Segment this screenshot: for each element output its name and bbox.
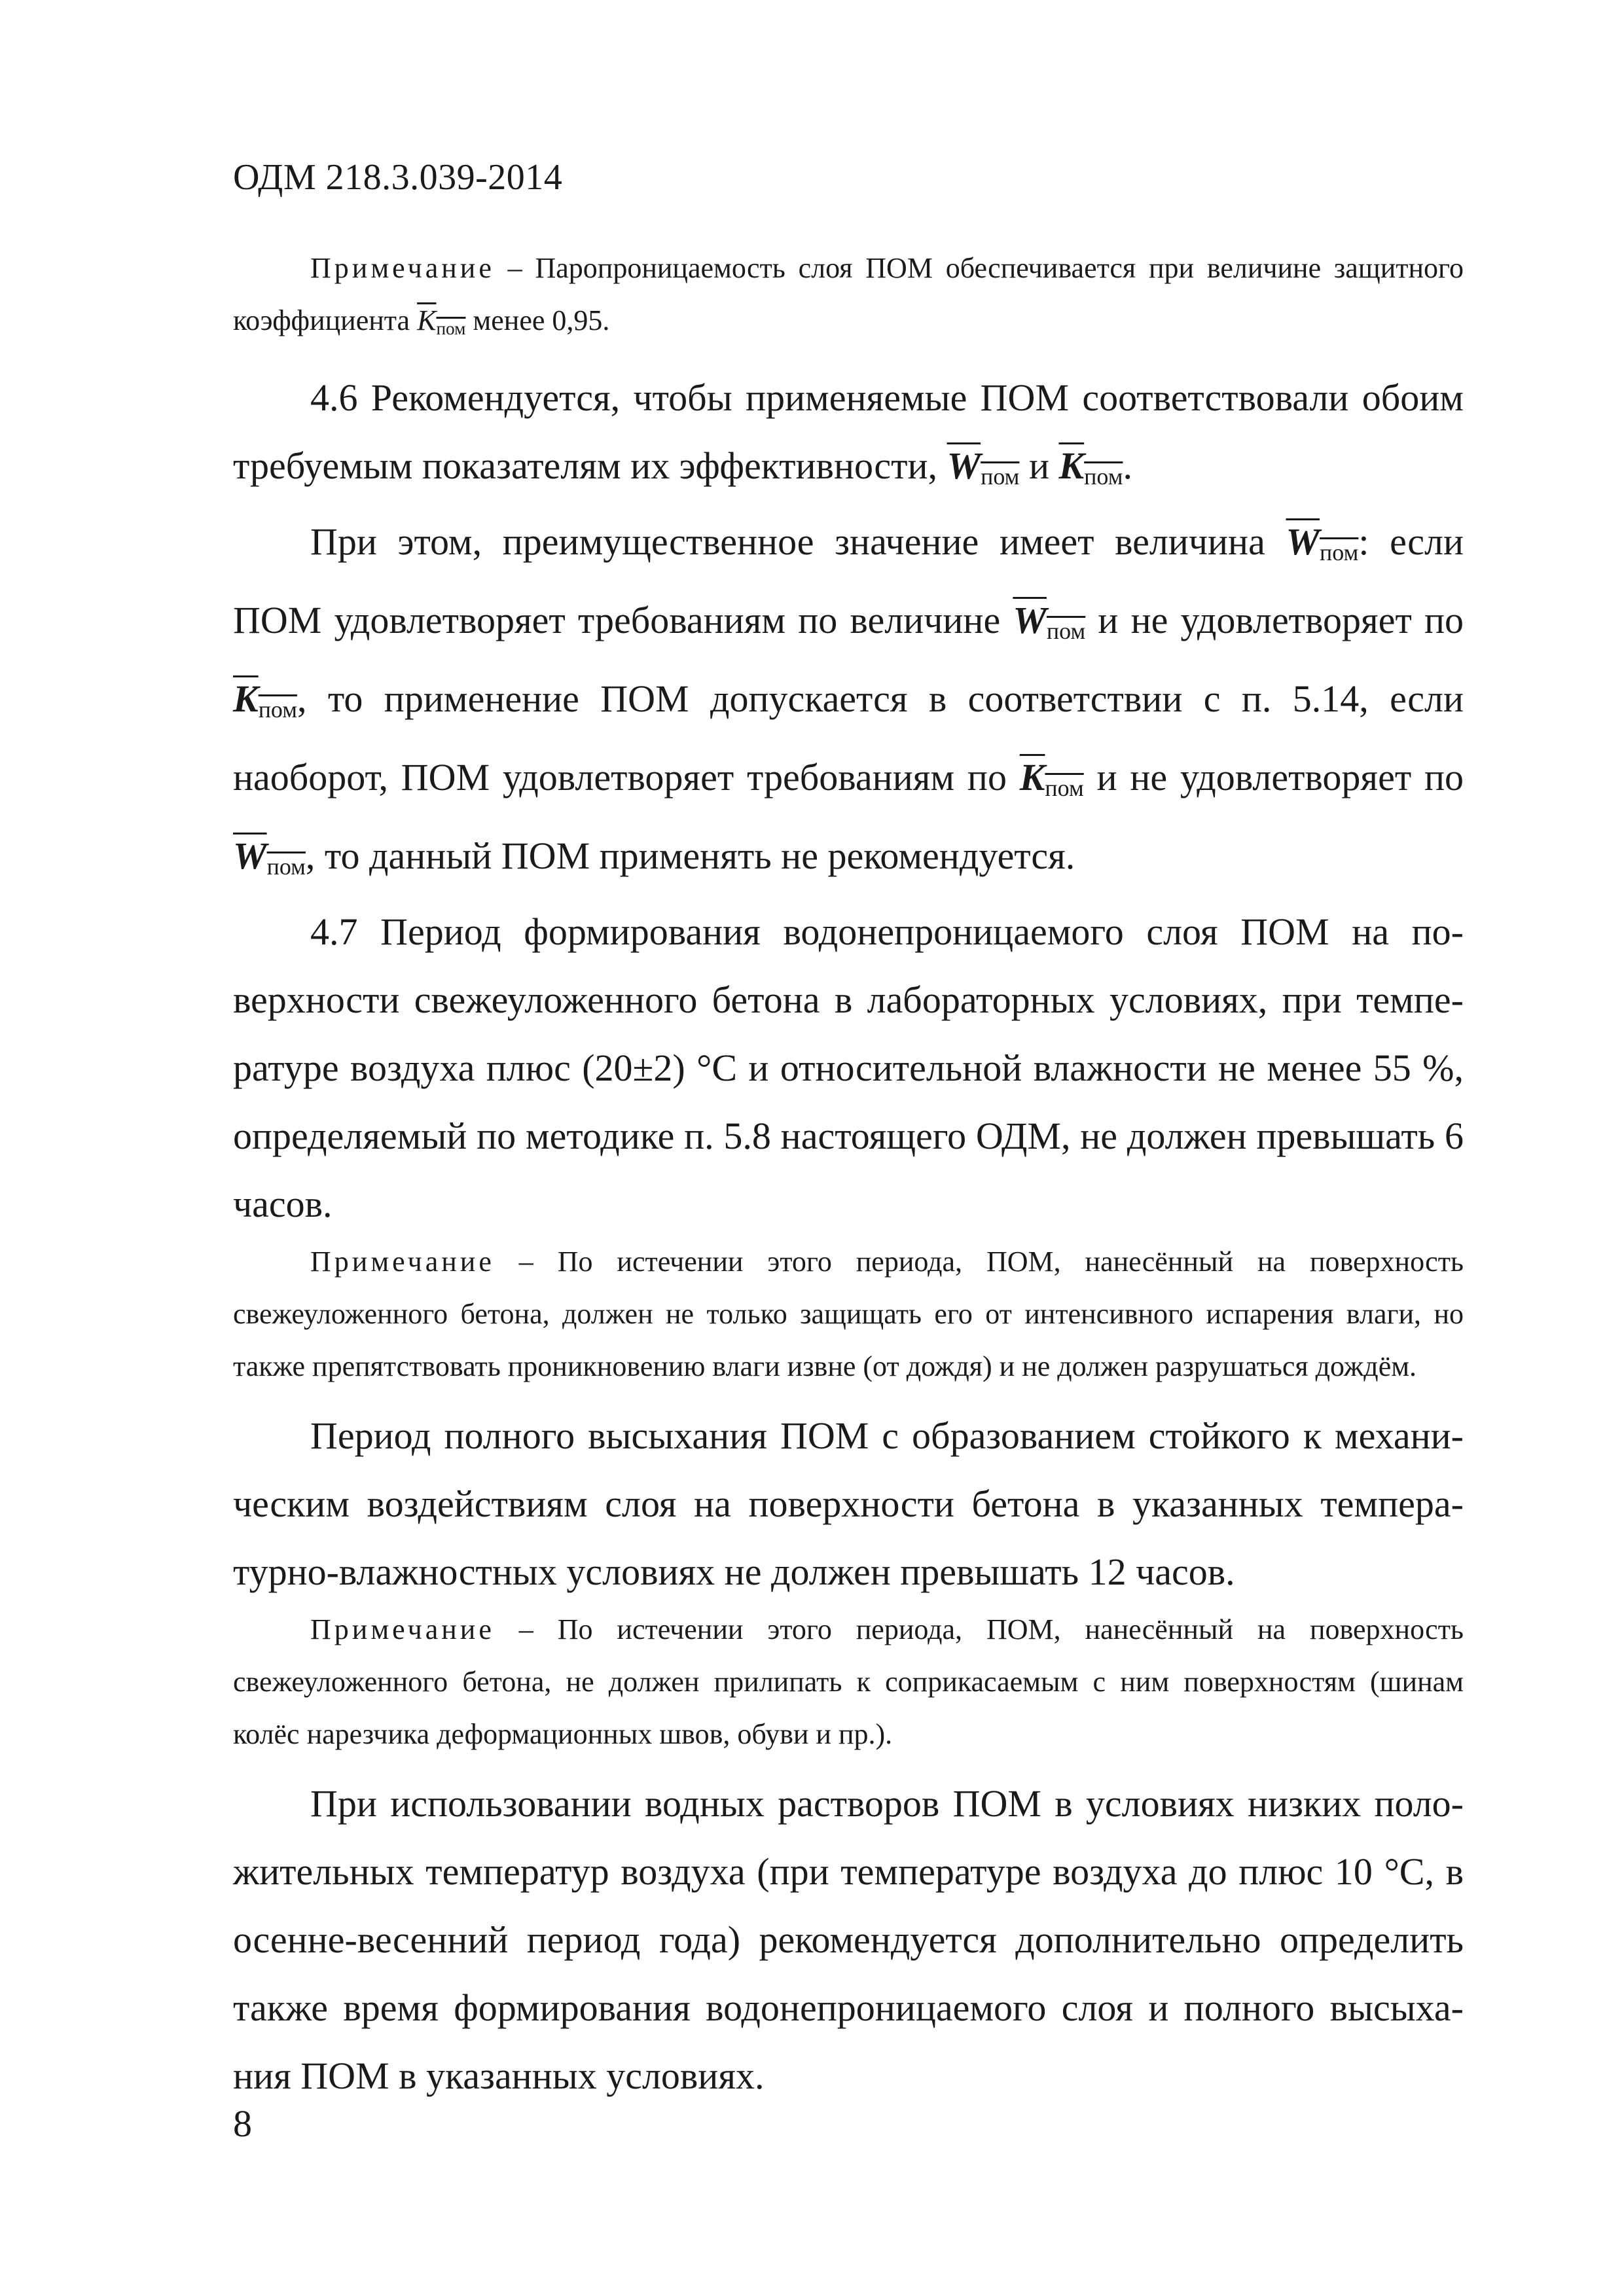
- document-header-code: ОДМ 218.3.039-2014: [233, 157, 563, 198]
- page-number: 8: [233, 2102, 252, 2145]
- k-pom-symbol: $K_{пом}$: [417, 304, 466, 338]
- w-pom-symbol: $W_{пом}$: [947, 444, 1020, 490]
- note-text: – Паропроницаемость слоя ПОМ обеспечивается при величине защитного коэффициента: [233, 252, 1464, 336]
- k-pom-symbol: $K_{пом}$: [233, 677, 297, 723]
- w-pom-symbol: $W_{пом}$: [1013, 598, 1086, 644]
- w-pom-symbol: $W_{пом}$: [1286, 520, 1359, 565]
- paragraph-water-solutions: При использовании водных растворов ПОМ в условиях низких положительных температур воздуха (при температуре воздуха до плюс 10 °С, в осенне-весенний период года) рекомендуется дополнительно определить также время формирования водонепроницаемого слоя и полного высыхания ПОМ в указанных условиях.: [233, 1782, 1464, 2097]
- paragraph-4-6: 4.6 Рекомендуется, чтобы применяемые ПОМ соответствовали обоим требуемым показателям их эффективности, $W_{пом}$ и $K_{пом}$.: [233, 376, 1464, 490]
- note-label: Примечание: [310, 252, 495, 284]
- w-pom-symbol: $W_{пом}$: [233, 834, 306, 880]
- k-pom-symbol: $K_{пом}$: [1058, 444, 1123, 490]
- note-after-formation: [233, 1236, 1464, 1393]
- note-label: Примечание: [310, 1613, 495, 1645]
- paragraph-drying-period: Период полного высыхания ПОМ с образованием стойкого к механическим воздействиям слоя на поверхности бетона в указанных температурно-влажностных условиях не должен превышать 12 часов.: [233, 1414, 1464, 1593]
- note-text: – По истечении этого периода, ПОМ, нанесённый на поверхность свежеуложенного бетона, не должен прилипать к соприкасаемым с ним поверхностям (шинам колёс нарезчика деформационных швов, обуви и пр.).: [233, 1613, 1464, 1750]
- note-text: – По истечении этого периода, ПОМ, нанесённый на поверхность свежеуложенного бетона, должен не только защищать его от интенсивного испарения влаги, но также препятствовать проникновению влаги извне (от дождя) и не должен разрушаться дождём.: [233, 1245, 1464, 1382]
- document-body: [233, 242, 1464, 2108]
- paragraph-4-7: 4.7 Период формирования водонепроницаемого слоя ПОМ на поверхности свежеуложенного бетона в лабораторных условиях, при температуре воздуха плюс (20±2) °С и относительной влажности не менее 55 %, определяемый по методике п. 5.8 настоящего ОДМ, не должен превышать 6 часов.: [233, 910, 1464, 1225]
- note-label: Примечание: [310, 1245, 495, 1278]
- note-text: менее 0,95.: [465, 304, 610, 336]
- paragraph-priority: При этом, преимущественное значение имеет величина $W_{пом}$: если ПОМ удовлетворяет требованиям по величине $W_{пом}$ и не удовлетворяет по $K_{пом}$, то применение ПОМ допускается в соответствии с п. 5.14, если наоборот, ПОМ удовлетворяет требованиям по $K_{пом}$ и не удовлетворяет по $W_{пом}$, то данный ПОМ применять не рекомендуется.: [233, 520, 1464, 880]
- k-pom-symbol: $K_{пом}$: [1019, 755, 1084, 801]
- note-after-drying: [233, 1604, 1464, 1761]
- note-vapor-permeability: [233, 242, 1464, 355]
